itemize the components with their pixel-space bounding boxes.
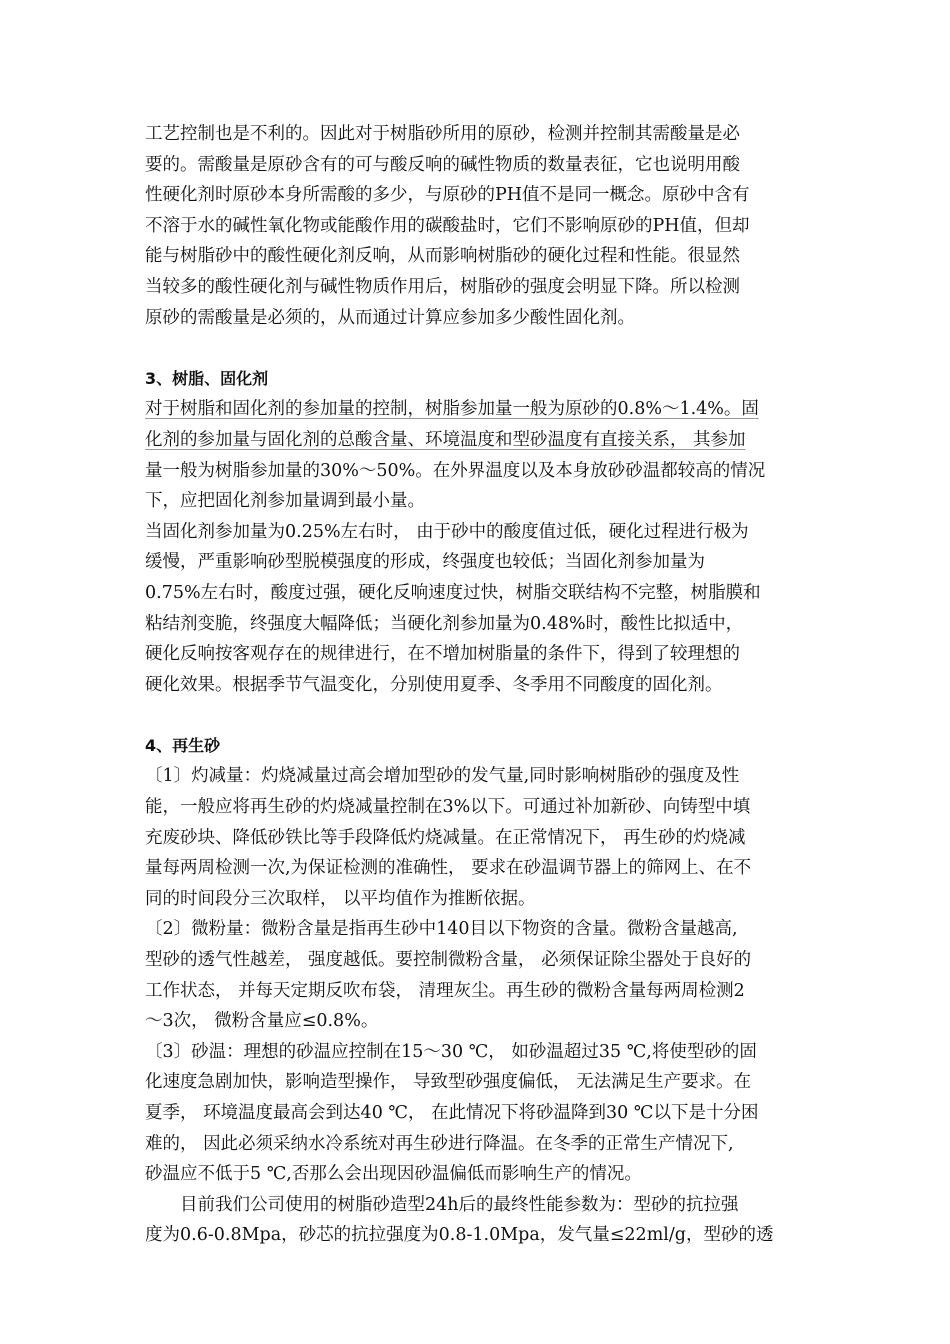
text-line: 难的， 因此必须采纳水冷系统对再生砂进行降温。在冬季的正常生产情况下, [145,1133,734,1154]
text-line: 工艺控制也是不利的。因此对于树脂砂所用的原砂，检测并控制其需酸量是必 [145,124,740,144]
paragraph-gap [145,333,810,364]
paragraph-gap [145,700,810,731]
text-line: 〔3〕砂温：理想的砂温应控制在15～30 ℃， 如砂温超过35 ℃,将使型砂的固 [145,1041,757,1062]
text-line: 同的时间段分三次取样， 以平均值作为推断依据。 [145,888,536,909]
text-line: 〔2〕微粉量：微粉含量是指再生砂中140目以下物资的含量。微粉含量越高, [145,919,738,940]
section-3-title: 3、树脂、固化剂 [145,368,269,388]
text-line: 当固化剂参加量为0.25%左右时， 由于砂中的酸度值过低，硬化过程进行极为 [145,521,749,542]
document-body [145,119,810,1251]
text-line: 充废砂块、降低砂铁比等手段降低灼烧减量。在正常情况下， 再生砂的灼烧减 [145,827,746,848]
text-line: 当较多的酸性硬化剂与碱性物质作用后，树脂砂的强度会明显下降。所以检测 [145,276,740,297]
text-line: 下，应把固化剂参加量调到最小量。 [145,491,425,512]
text-line: 夏季， 环境温度最高会到达40 ℃， 在此情况下将砂温降到30 ℃以下是十分困 [145,1103,759,1123]
text-line: 要的。需酸量是原砂含有的可与酸反响的碱性物质的数量表征，它也说明用酸 [145,154,740,175]
text-line: 性硬化剂时原砂本身所需酸的多少，与原砂的PH值不是同一概念。原砂中含有 [145,185,750,206]
text-line: 量一般为树脂参加量的30%～50%。在外界温度以及本身放砂砂温都较高的情况 [145,460,766,481]
closing-paragraph [145,1190,810,1251]
section-4-title: 4、再生砂 [145,735,221,755]
text-line: ～3次， 微粉含量应≤0.8%。 [145,1011,379,1032]
text-line: 0.75%左右时，酸度过强，硬化反响速度过快，树脂交联结构不完整，树脂膜和 [145,582,761,603]
text-line: 目前我们公司使用的树脂砂造型24h后的最终性能参数为：型砂的抗拉强 [180,1194,739,1215]
text-line: 度为0.6-0.8Mpa，砂芯的抗拉强度为0.8-1.0Mpa，发气量≤22ml/g，型砂的透 [145,1225,774,1246]
text-line: 化剂的参加量与固化剂的总酸含量、环境温度和型砂温度有直接关系， 其参加 [145,429,746,450]
text-line: 化速度急剧加快，影响造型操作， 导致型砂强度偏低， 无法满足生产要求。在 [145,1072,752,1093]
text-line: 对于树脂和固化剂的参加量的控制，树脂参加量一般为原砂的0.8%～1.4%。固 [145,399,759,420]
text-line: 能，一般应将再生砂的灼烧减量控制在3%以下。可通过补加新砂、向铸型中填 [145,797,751,818]
text-line: 能与树脂砂中的酸性硬化剂反响，从而影响树脂砂的硬化过程和性能。很显然 [145,246,740,267]
text-line: 工作状态， 并每天定期反吹布袋， 清理灰尘。再生砂的微粉含量每两周检测2 [145,980,745,1001]
text-line: 硬化反响按客观存在的规律进行，在不增加树脂量的条件下，得到了较理想的 [145,644,740,665]
intro-paragraph [145,119,810,333]
text-line: 砂温应不低于5 ℃,否那么会出现因砂温偏低而影响生产的情况。 [145,1164,642,1185]
text-line: 缓慢，严重影响砂型脱模强度的形成，终强度也较低；当固化剂参加量为 [145,552,705,573]
text-line: 粘结剂变脆，终强度大幅降低；当硬化剂参加量为0.48%时，酸性比拟适中， [145,613,744,634]
section-4 [145,731,810,1190]
section-3 [145,364,810,701]
text-line: 原砂的需酸量是必须的，从而通过计算应参加多少酸性固化剂。 [145,307,635,328]
text-line: 不溶于水的碱性氧化物或能酸作用的碳酸盐时，它们不影响原砂的PH值，但却 [145,215,750,236]
text-line: 型砂的透气性越差， 强度越低。要控制微粉含量， 必须保证除尘器处于良好的 [145,950,752,971]
text-line: 量每两周检测一次,为保证检测的准确性， 要求在砂温调节器上的筛网上、在不 [145,858,752,879]
text-line: 〔1〕灼减量：灼烧减量过高会增加型砂的发气量,同时影响树脂砂的强度及性 [145,766,740,787]
text-line: 硬化效果。根据季节气温变化，分别使用夏季、冬季用不同酸度的固化剂。 [145,674,723,695]
